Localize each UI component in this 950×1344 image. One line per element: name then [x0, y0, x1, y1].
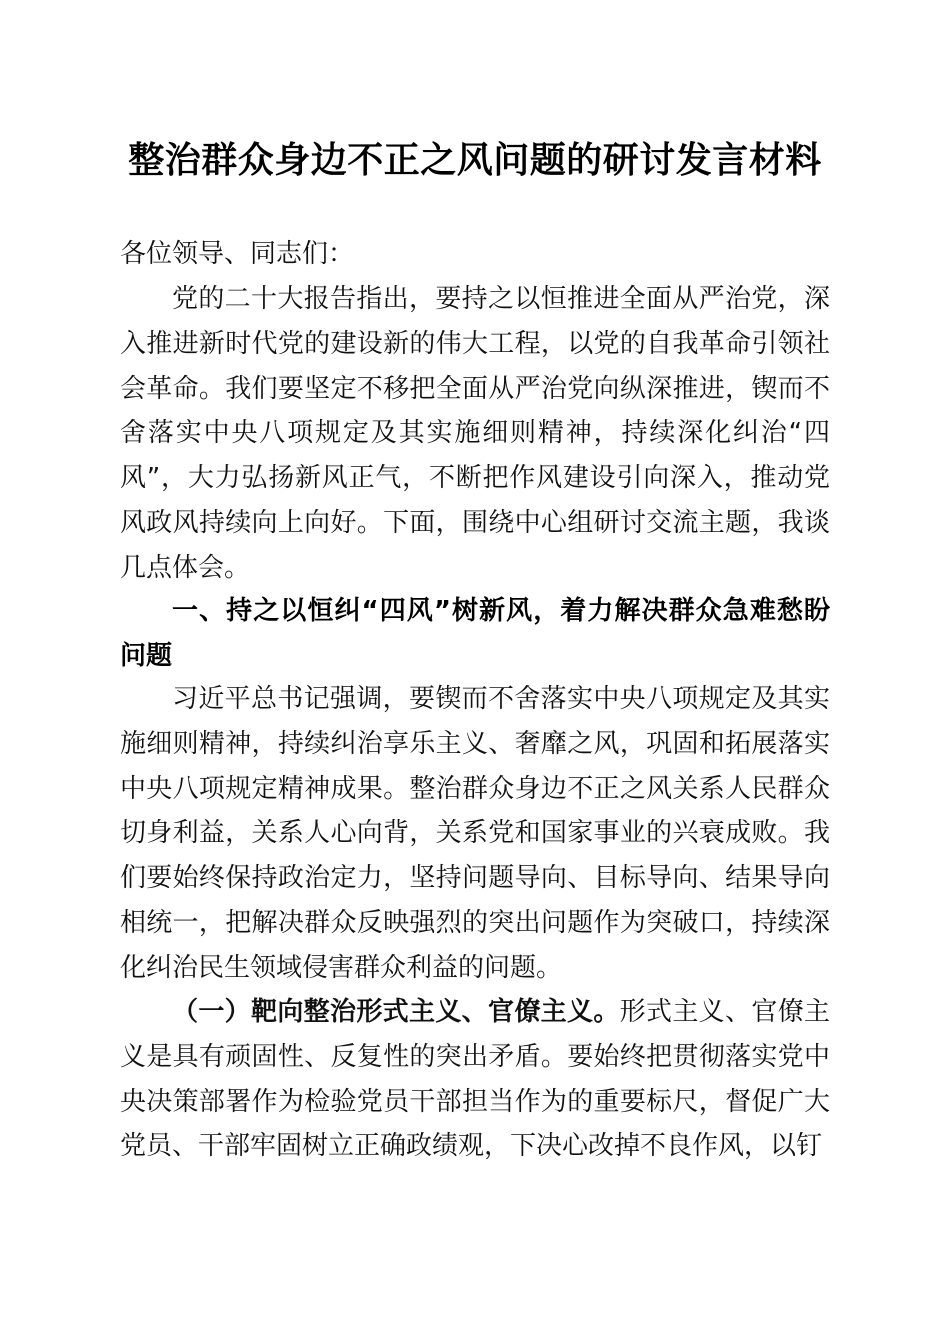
- section-heading-1: 一、持之以恒纠“四风”树新风，着力解决群众急难愁盼问题: [120, 596, 830, 671]
- paragraph-subsection-1: [120, 990, 830, 1169]
- subsection-heading-1: （一）靶向整治形式主义、官僚主义。: [172, 997, 620, 1027]
- paragraph-intro: 党的二十大报告指出，要持之以恒推进全面从严治党，深入推进新时代党的建设新的伟大工程，以党的自我革命引领社会革命。我们要坚定不移把全面从严治党向纵深推进，锲而不舍落实中央八项规定及其实施细则精神，持续深化纠治“四风”，大力弘扬新风正气，不断把作风建设引向深入，推动党风政风持续向上向好。下面，围绕中心组研讨交流主题，我谈几点体会。: [120, 284, 830, 583]
- paragraph-section-1: 习近平总书记强调，要锲而不舍落实中央八项规定及其实施细则精神，持续纠治享乐主义、奢靡之风，巩固和拓展落实中央八项规定精神成果。整治群众身边不正之风关系人民群众切身利益，关系人心向背，关系党和国家事业的兴衰成败。我们要始终保持政治定力，坚持问题导向、目标导向、结果导向相统一，把解决群众反映强烈的突出问题作为突破口，持续深化纠治民生领域侵害群众利益的问题。: [120, 684, 830, 983]
- document-title: 整治群众身边不正之风问题的研讨发言材料: [128, 139, 822, 181]
- salutation: 各位领导、同志们：: [120, 239, 355, 269]
- subsection-body-1: 形式主义、官僚主义是具有顽固性、反复性的突出矛盾。要始终把贯彻落实党中央决策部署作为检验党员干部担当作为的重要标尺，督促广大党员、干部牢固树立正确政绩观，下决心改掉不良作风，以钉: [120, 997, 830, 1162]
